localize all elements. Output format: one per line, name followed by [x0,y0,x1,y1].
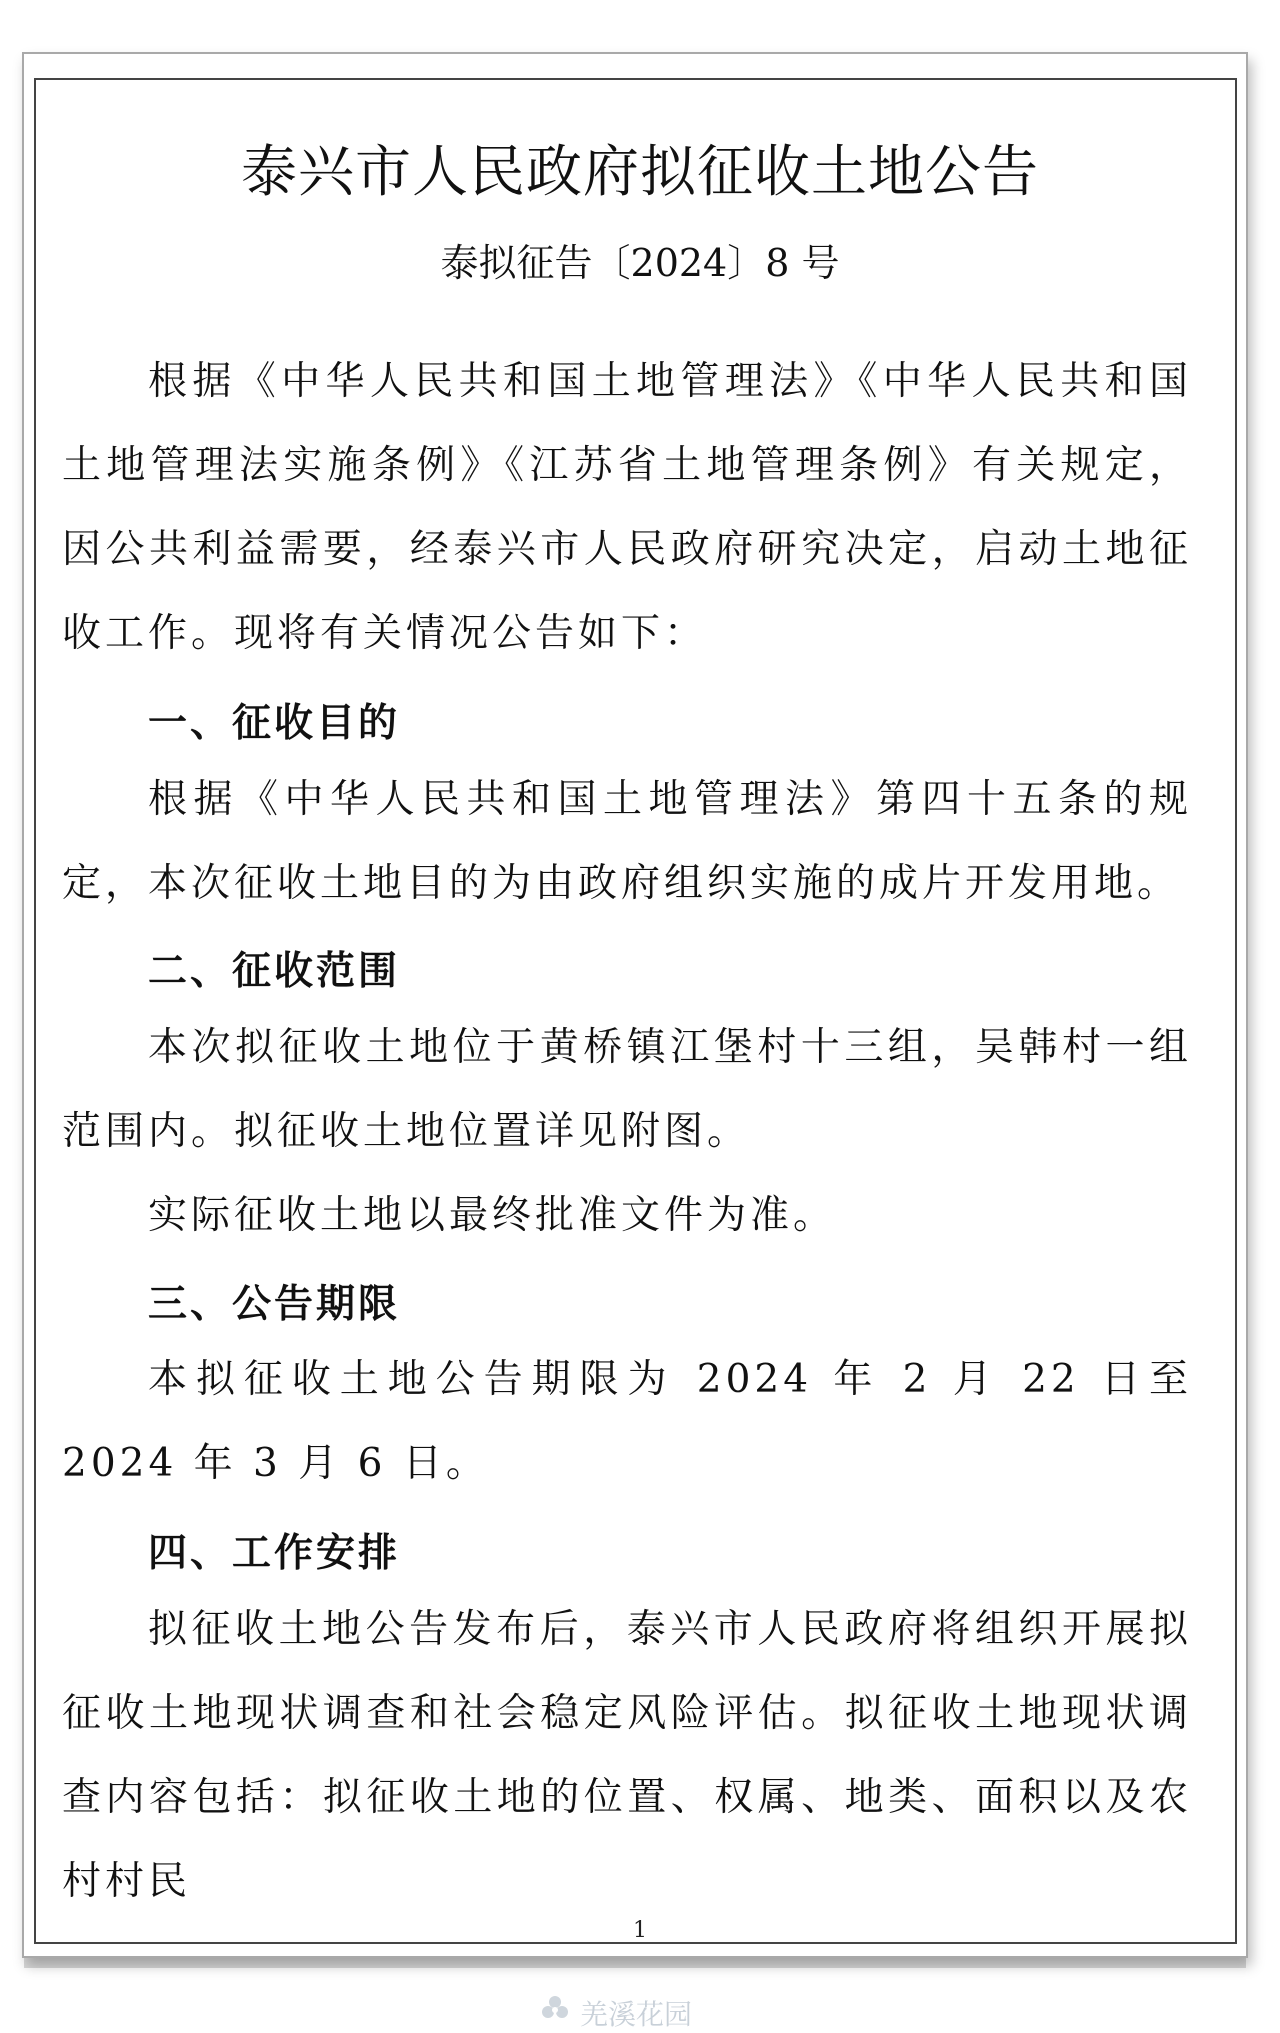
document-title: 泰兴市人民政府拟征收土地公告 [241,140,1039,205]
watermark [538,1992,692,2033]
section-2-heading: 二、征收范围 [148,949,401,994]
page-number: 1 [633,1918,647,1943]
section-2-paragraph: 本次拟征收土地位于黄桥镇江堡村十三组，吴韩村一组范围内。拟征收土地位置详见附图。 [62,1025,1192,1154]
section-1-heading: 一、征收目的 [148,701,401,746]
section-2-note: 实际征收土地以最终批准文件为准。 [148,1193,837,1238]
section-4-heading: 四、工作安排 [148,1531,401,1576]
flower-logo-icon [538,1992,572,2033]
document-number: 泰拟征告〔2024〕8 号 [440,241,840,285]
section-1-paragraph: 根据《中华人民共和国土地管理法》第四十五条的规定，本次征收土地目的为由政府组织实施的成片开发用地。 [62,777,1192,906]
section-3-heading: 三、公告期限 [148,1282,401,1327]
section-3-paragraph: 本拟征收土地公告期限为 2024 年 2 月 22 日至 2024 年 3 月 6 日。 [62,1357,1192,1486]
watermark-text: 羌溪花园 [580,1997,693,2031]
section-4-paragraph: 拟征收土地公告发布后，泰兴市人民政府将组织开展拟征收土地现状调查和社会稳定风险评估。拟征收土地现状调查内容包括：拟征收土地的位置、权属、地类、面积以及农村村民 [62,1607,1192,1904]
intro-paragraph: 根据《中华人民共和国土地管理法》《中华人民共和国土地管理法实施条例》《江苏省土地管理条例》有关规定，因公共利益需要，经泰兴市人民政府研究决定，启动土地征收工作。现将有关情况公告如下： [62,359,1192,656]
